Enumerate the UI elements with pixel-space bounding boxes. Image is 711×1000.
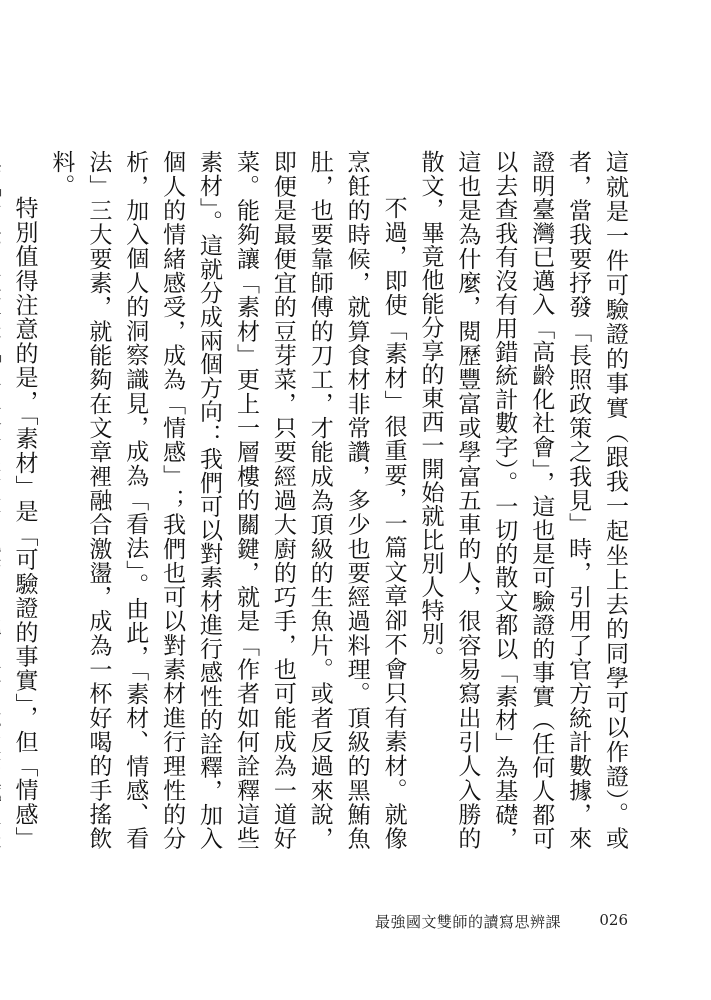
body-text <box>11 150 633 850</box>
paragraph-1: 這就是一件可驗證的事實（跟我一起坐上去的同學可以作證）。或者，當我要抒發「長照政策之我見」時，引用了官方統計數據，來證明臺灣已邁入「高齡化社會」，這也是可驗證的事實（任何人都可以去查我有沒有用錯統計數字）。一切的散文都以「素材」為基礎，這也是為什麼，閱歷豐富或學富五車的人，很容易寫出引人入勝的散文，畢竟他能分享的東西一開始就比別人特別。 <box>417 150 628 850</box>
paragraph-3: 特別值得注意的是，「素材」是「可驗證的事實」，但「情感」 <box>11 196 38 850</box>
paragraph-2: 不過，即使「素材」很重要，一篇文章卻不會只有素材。就像烹飪的時候，就算食材非常讚，多少也要經過料理。頂級的黑鮪魚肚，也要靠師傅的刀工，才能成為頂級的生魚片。或者反過來說，即便是最便宜的豆芽菜，只要經過大廚的巧手，也可能成為一道好菜。能夠讓「素材」更上一層樓的關鍵，就是「作者如何詮釋這些素材」。這就分成兩個方向：我們可以對素材進行感性的詮釋，加入個人的情緒感受，成為「情感」；我們也可以對素材進行理性的分析，加入個人的洞察識見，成為「看法」。由此，「素材、情感、看法」三大要素，就能夠在文章裡融合激盪，成為一杯好喝的手搖飲料。 <box>48 150 407 850</box>
book-title: 最強國文雙師的讀寫思辨課 <box>374 913 561 931</box>
page-number: 026 <box>599 911 628 929</box>
page-footer <box>0 911 711 941</box>
